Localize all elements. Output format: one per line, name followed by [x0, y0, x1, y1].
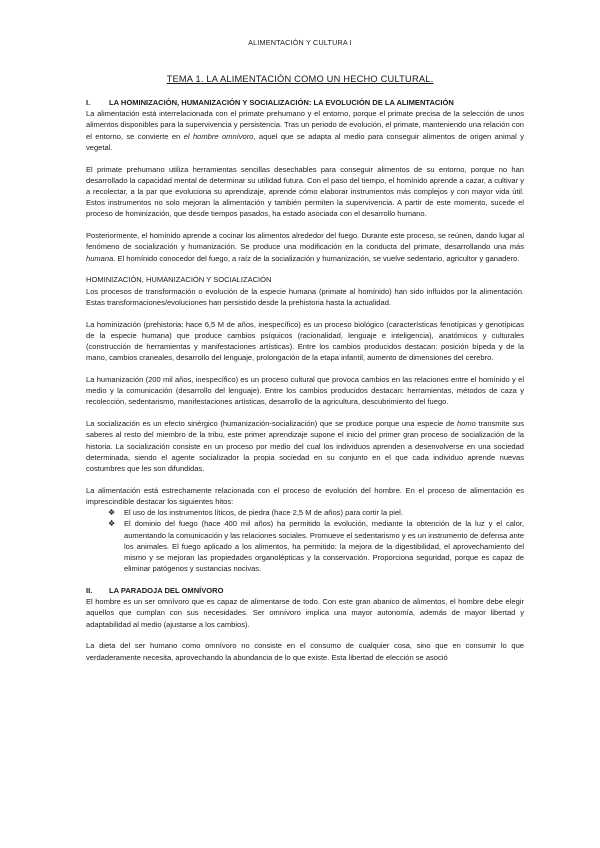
paragraph: Los procesos de transformación o evolución de la especie humana (primate al homínido) han sido influidos por la alimentación. Estas transformaciones/evoluciones han persistido desde la prehistoria hasta la actualidad. — [86, 286, 524, 307]
paragraph: El hombre es un ser omnívoro que es capaz de alimentarse de todo. Con este gran abanico de alimentos, el hombre debe elegir aquellos que cumplan con sus necesidades. Ser omnívoro implica una mayor autonomía, además de mayor libertad y adaptabilidad al medio (ajustarse a los cambios). — [86, 597, 524, 629]
list-item: ❖ El uso de los instrumentos líticos, de piedra (hace 2,5 M de años) para cortir la piel. — [108, 508, 403, 518]
section-1-number: I. — [86, 98, 91, 107]
diamond-bullet-icon: ❖ — [108, 519, 116, 529]
paragraph: La humanización (200 mil años, inespecífico) es un proceso cultural que provoca cambios en las relaciones entre el homínido y el medio y la comunicación (desarrollo del lenguaje). Entre los cambios producidos destacan: herramientas, métodos de caza y recolección, sedentarismo, manifestaciones artísticas, desarrollo de la agricultura, descubrimiento del fuego. — [86, 375, 524, 407]
list-item: ❖ El dominio del fuego (hace 400 mil años) ha permitido la evolución, mediante la obtención de la luz y el calor, aumentando la comunicación y las relaciones sociales. Promueve el sedentarismo y es un instrumento de defensa ante los animales. El fuego aplicado a los alimentos, ha permitido: la mejora de la digestibilidad, el aprovechamiento del mismo y se mejoran las propiedades organolépticas y la conservación. Proporciona seguridad, porque es capaz de eliminar patógenos y sustancias nocivas. — [108, 519, 524, 574]
running-header: ALIMENTACIÓN Y CULTURA I — [248, 38, 352, 47]
section-2-number: II. — [86, 586, 93, 596]
milestones-list — [86, 507, 524, 574]
document-body — [86, 97, 524, 673]
paragraph: La alimentación está estrechamente relacionada con el proceso de evolución del hombre. En el proceso de alimentación es imprescindible destacar los siguientes hitos: — [86, 485, 524, 507]
section-1-title: LA HOMINIZACIÓN, HUMANIZACIÓN Y SOCIALIZACIÓN: LA EVOLUCIÓN DE LA ALIMENTACIÓN — [109, 98, 454, 107]
paragraph: La hominización (prehistoria: hace 6,5 M de años, inespecífico) es un proceso biológico (características fenotípicas y genotípicas de la especie humana) que produce cambios psíquicos (racionalidad, lenguaje e inteligencia), anatómicos y culturales (construcción de herramientas y manifestaciones artísticas). Entre los cambios producidos destacan: posición bípeda y de la mano, cambios craneales, desarrollo del lenguaje, prolongación de la etapa infantil, aumento de dimensiones del cerebro. — [86, 319, 524, 363]
paragraph: La dieta del ser humano como omnívoro no consiste en el consumo de cualquier cosa, sino que en consumir lo que verdaderamente necesita, aprovechando la abundancia de lo que existe. Esta libertad de elección se asoció — [86, 641, 524, 662]
document-title: TEMA 1. LA ALIMENTACIÓN COMO UN HECHO CULTURAL. — [166, 74, 434, 84]
subsection-heading: HOMINIZACIÓN, HUMANIZACIÓN Y SOCIALIZACIÓN — [86, 275, 272, 285]
diamond-bullet-icon: ❖ — [108, 508, 116, 518]
section-1-heading — [86, 97, 524, 108]
paragraph: La socialización es un efecto sinérgico (humanización-socialización) que se produce porque una especie de homo transmite sus saberes al resto del miembro de la tribu, este primer aprendizaje supone el inicio del primer gran proceso de socialización de la historia. La socialización consiste en un proceso por medio del cual los individuos aprenden a desenvolverse en una sociedad determinada, siendo el agente socializador la propia sociedad en su conjunto en el que cada individuo aprende nuevas costumbres que les son difundidas. — [86, 419, 524, 474]
paragraph: La alimentación está interrelacionada con el primate prehumano y el entorno, porque el primate precisa de la selección de unos alimentos disponibles para la supervivencia y persistencia. Tras un periodo de evolución, el primate, manteniendo una relación con el entorno, se convierte en el hombre omnívoro, aquel que se adapta al medio para conseguir alimentos de origen animal y vegetal. — [86, 109, 524, 152]
paragraph: Posteriormente, el homínido aprende a cocinar los alimentos alrededor del fuego. Durante este proceso, se reúnen, dando lugar al fenómeno de socialización y humanización. Se produce una modificación en la conducta del primate, desarrollando una más humana. El homínido conocedor del fuego, a raíz de la socialización y humanización, se vuelve sedentario, agricultor y ganadero. — [86, 231, 524, 263]
paragraph: El primate prehumano utiliza herramientas sencillas desechables para conseguir alimentos de su entorno, porque no han desarrollado la capacidad mental de determinar su utilidad futura. Con el paso del tiempo, el homínido aprende a cazar, a cultivar y a recolectar, a la par que evoluciona su aprendizaje, aprende cómo elaborar instrumentos más complejos y con mayor vida útil. Estos instrumentos no solo mejoran la alimentación y también permiten la supervivencia. A partir de este momento, sucede el proceso de hominización, que desde tiempos pasados, ha estado asociada con el desarrollo humano. — [86, 164, 524, 219]
section-2-title: LA PARADOJA DEL OMNÍVORO — [109, 586, 224, 596]
section-2-heading — [86, 585, 524, 596]
